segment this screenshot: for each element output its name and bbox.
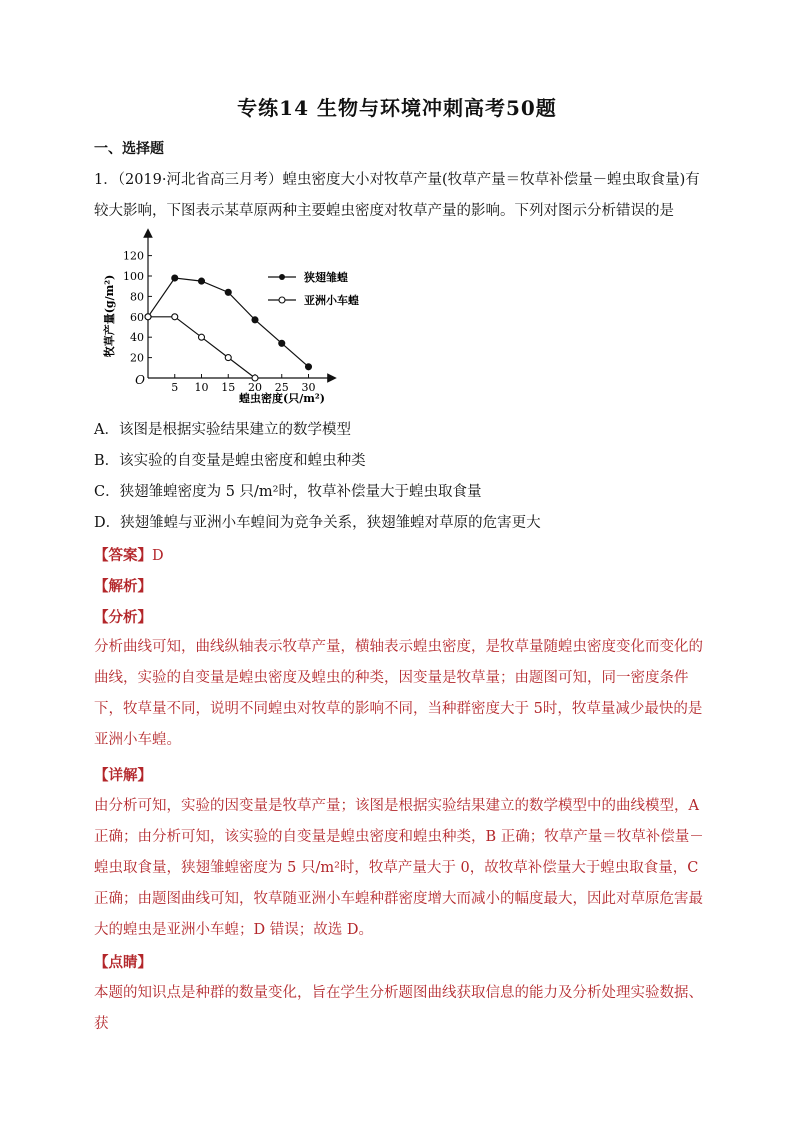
data-point-series-2 — [225, 355, 231, 361]
data-point-series-2 — [252, 375, 258, 381]
data-point-series-1 — [172, 275, 178, 281]
x-tick-label: 15 — [221, 381, 236, 394]
answer-line — [94, 544, 164, 565]
y-tick-label: 80 — [130, 290, 144, 304]
x-tick-label: 20 — [248, 381, 262, 394]
answer-value: D — [152, 548, 164, 564]
legend-marker-filled — [279, 274, 285, 280]
data-point-series-1 — [225, 289, 231, 295]
option-a: A．该图是根据实验结果建立的数学模型 — [94, 422, 351, 438]
data-point-series-1 — [252, 317, 258, 323]
y-tick-label: 40 — [130, 331, 144, 345]
y-tick-label: 20 — [130, 351, 144, 365]
y-tick-label: 60 — [130, 310, 144, 324]
x-tick-label: 10 — [194, 381, 209, 394]
page-title: 专练14 生物与环境冲刺高考50题 — [237, 96, 557, 120]
origin-label: O — [135, 373, 145, 387]
fenxi-label: 【分析】 — [94, 609, 152, 626]
series-line-2 — [148, 317, 255, 378]
y-axis-label: 牧草产量(g/m²) — [103, 274, 116, 358]
section-heading: 一、选择题 — [94, 141, 164, 157]
line-chart — [100, 228, 380, 408]
data-point-series-1 — [306, 364, 312, 370]
x-tick-label: 25 — [274, 381, 289, 394]
option-c: C．狭翅雏蝗密度为 5 只/m²时，牧草补偿量大于蝗虫取食量 — [94, 484, 482, 500]
y-tick-label: 120 — [123, 249, 144, 263]
option-b: B．该实验的自变量是蝗虫密度和蝗虫种类 — [94, 453, 366, 469]
legend — [268, 270, 359, 307]
question-stem: 1．（2019·河北省高三月考）蝗虫密度大小对牧草产量(牧草产量＝牧草补偿量－蝗虫取食量)有较大影响，下图表示某草原两种主要蝗虫密度对牧草产量的影响。下列对图示分析错误的是 — [94, 172, 700, 219]
legend-marker-open — [279, 297, 285, 303]
jiexi-label: 【解析】 — [94, 578, 152, 595]
x-tick-label: 5 — [171, 381, 179, 394]
x-tick-label: 30 — [301, 381, 316, 394]
answer-label: 【答案】 — [94, 547, 152, 564]
legend-label-series-1: 狭翅雏蝗 — [304, 271, 348, 284]
data-point-series-2 — [145, 314, 151, 320]
data-point-series-2 — [199, 334, 205, 340]
analysis-text: 分析曲线可知，曲线纵轴表示牧草产量，横轴表示蝗虫密度，是牧草量随蝗虫密度变化而变化的曲线，实验的自变量是蝗虫密度及蝗虫的种类，因变量是牧草量；由题图可知，同一密度条件下，牧草量不同，说明不同蝗虫对牧草的影响不同，当种群密度大于 5时，牧草量减少最快的是亚洲小车蝗。 — [94, 639, 703, 748]
data-point-series-1 — [279, 340, 285, 346]
dianjing-label: 【点睛】 — [94, 954, 152, 971]
xiangjie-label: 【详解】 — [94, 767, 152, 784]
option-d: D．狭翅雏蝗与亚洲小车蝗间为竞争关系，狭翅雏蝗对草原的危害更大 — [94, 515, 541, 531]
data-point-series-1 — [199, 278, 205, 284]
dianjing-text: 本题的知识点是种群的数量变化，旨在学生分析题图曲线获取信息的能力及分析处理实验数据、获 — [94, 985, 703, 1032]
legend-label-series-2: 亚洲小车蝗 — [304, 294, 359, 307]
detail-text: 由分析可知，实验的因变量是牧草产量；该图是根据实验结果建立的数学模型中的曲线模型，A 正确；由分析可知，该实验的自变量是蝗虫密度和蝗虫种类，B 正确；牧草产量＝牧草补偿量－蝗虫取食量，狭翅雏蝗密度为 5 只/m²时，牧草产量大于 0，故牧草补偿量大于蝗虫取食量，C 正确；由题图曲线可知，牧草随亚洲小车蝗种群密度增大而减小的幅度最大，因此对草原危害最大的蝗虫是亚洲小车蝗；D 错误；故选 D。 — [94, 798, 704, 938]
data-point-series-2 — [172, 314, 178, 320]
y-tick-label: 100 — [123, 270, 144, 283]
x-axis-label: 蝗虫密度(只/m²) — [239, 392, 325, 405]
